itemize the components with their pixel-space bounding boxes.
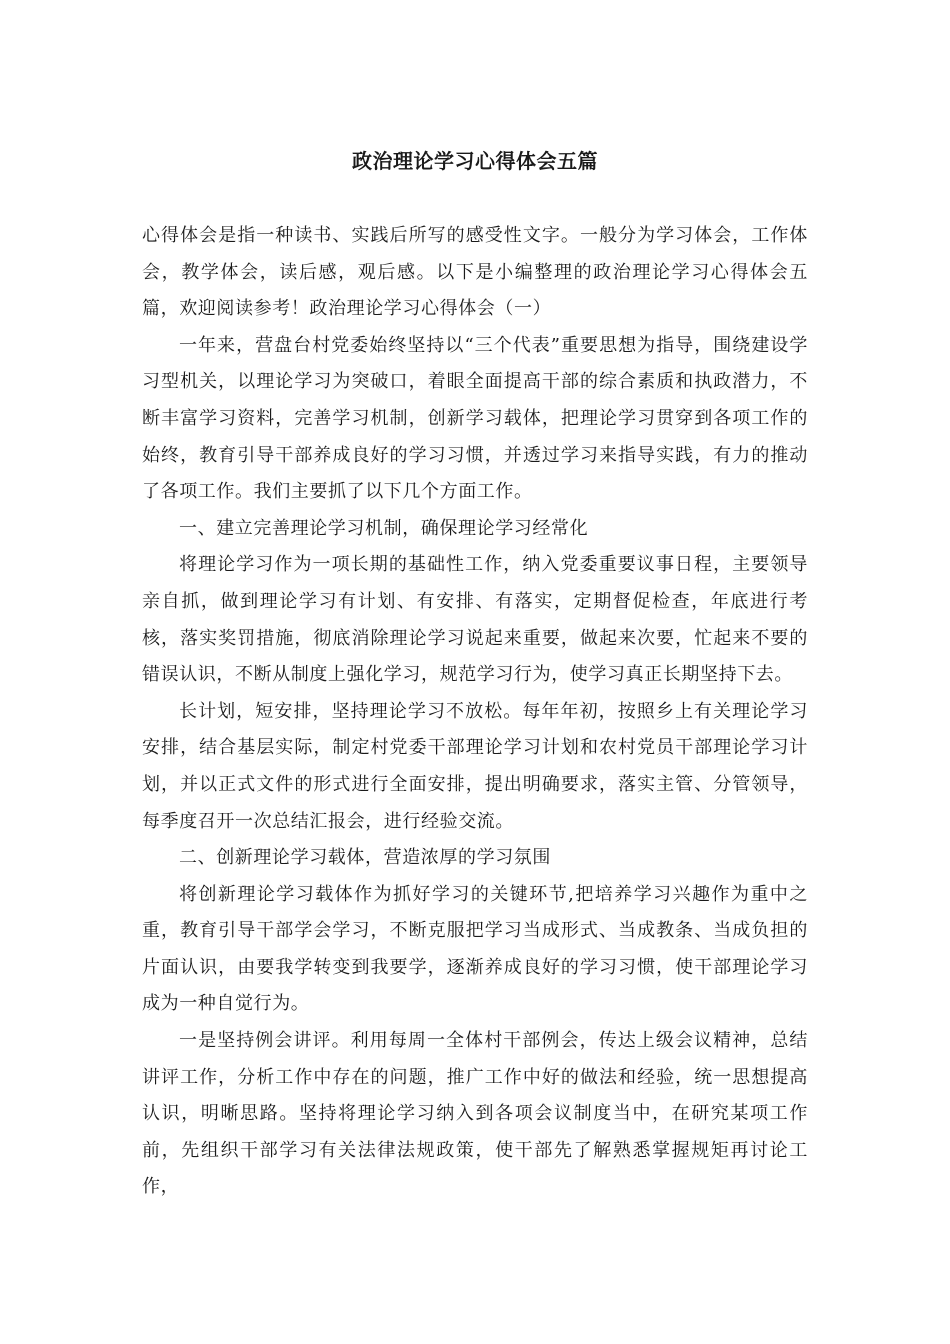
section-heading-2: 二、创新理论学习载体，营造浓厚的学习氛围 <box>179 847 551 869</box>
document-body <box>142 218 808 1206</box>
paragraph-intro: 心得体会是指一种读书、实践后所写的感受性文字。一般分为学习体会，工作体会，教学体会，读后感，观后感。以下是小编整理的政治理论学习心得体会五篇，欢迎阅读参考！政治理论学习心得体会（一） <box>142 225 808 320</box>
paragraph-mechanism: 将理论学习作为一项长期的基础性工作，纳入党委重要议事日程，主要领导亲自抓，做到理论学习有计划、有安排、有落实，定期督促检查，年底进行考核，落实奖罚措施，彻底消除理论学习说起来重要，做起来次要，忙起来不要的错误认识，不断从制度上强化学习，规范学习行为，使学习真正长期坚持下去。 <box>142 554 808 686</box>
paragraph-planning: 长计划，短安排，坚持理论学习不放松。每年年初，按照乡上有关理论学习安排，结合基层实际，制定村党委干部理论学习计划和农村党员干部理论学习计划，并以正式文件的形式进行全面安排，提出明确要求，落实主管、分管领导，每季度召开一次总结汇报会，进行经验交流。 <box>142 700 808 832</box>
paragraph-carrier: 将创新理论学习载体作为抓好学习的关键环节,把培养学习兴趣作为重中之重，教育引导干部学会学习，不断克服把学习当成形式、当成教条、当成负担的片面认识，由要我学转变到我要学，逐渐养成良好的学习习惯，使干部理论学习成为一种自觉行为。 <box>142 883 808 1015</box>
paragraph-weekly-meeting: 一是坚持例会讲评。利用每周一全体村干部例会，传达上级会议精神，总结讲评工作，分析工作中存在的问题，推广工作中好的做法和经验，统一思想提高认识，明晰思路。坚持将理论学习纳入到各项会议制度当中，在研究某项工作前，先组织干部学习有关法律法规政策，使干部先了解熟悉掌握规矩再讨论工作， <box>142 1030 808 1198</box>
paragraph-overview: 一年来，营盘台村党委始终坚持以“三个代表”重要思想为指导，围绕建设学习型机关，以理论学习为突破口，着眼全面提高干部的综合素质和执政潜力，不断丰富学习资料，完善学习机制，创新学习载体，把理论学习贯穿到各项工作的始终，教育引导干部养成良好的学习习惯，并透过学习来指导实践，有力的推动了各项工作。我们主要抓了以下几个方面工作。 <box>142 334 808 503</box>
document-title: 政治理论学习心得体会五篇 <box>352 149 598 173</box>
section-heading-1: 一、建立完善理论学习机制，确保理论学习经常化 <box>179 517 589 539</box>
